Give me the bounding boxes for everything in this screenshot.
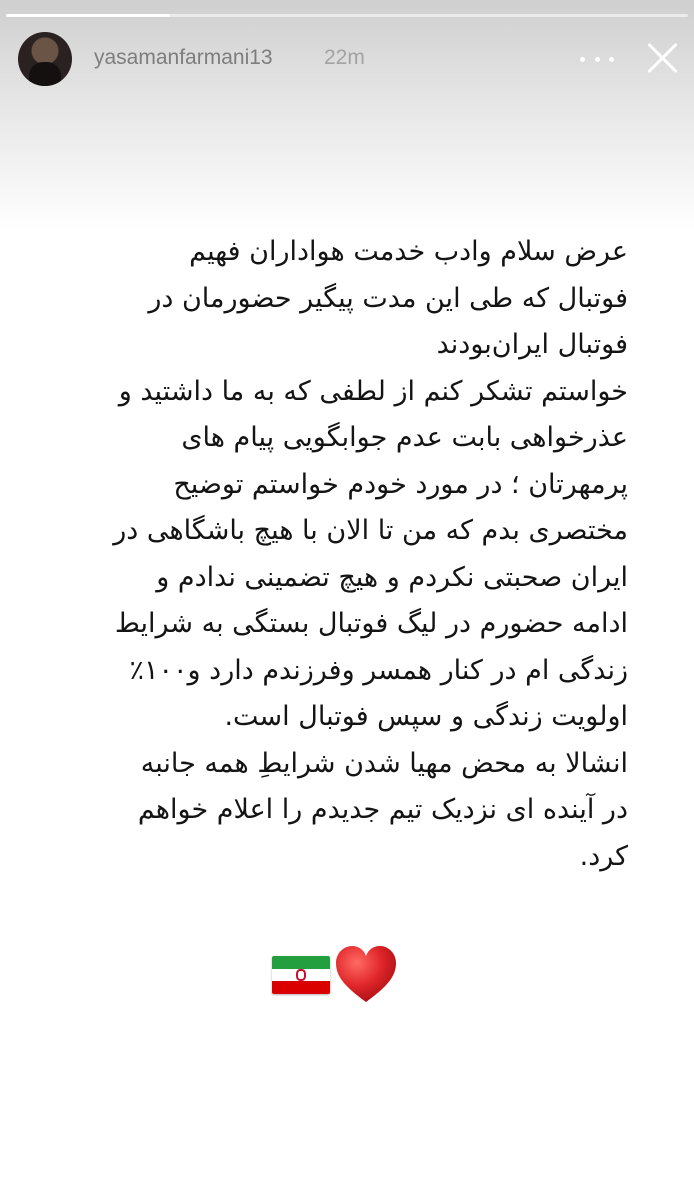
close-icon[interactable]	[644, 40, 680, 76]
flag-band-green	[272, 956, 330, 969]
story-text	[36, 229, 628, 880]
more-options-icon[interactable]	[580, 46, 614, 72]
flag-band-red	[272, 981, 330, 994]
username[interactable]: yasamanfarmani13	[94, 46, 273, 69]
story-progress-bar	[6, 14, 688, 17]
emoji-row	[270, 944, 400, 1010]
message-paragraph-2: خواستم تشکر کنم از لطفی که به ما داشتید و عذرخواهی بابت عدم جوابگویی پیام های پرمهرتان ؛ در مورد خودم خواستم توضیح مختصری بدم که من تا الان با هیچ باشگاهی در ایران صحبتی نکردم و هیچ تضمینی ندادم و ادامه حضورم در لیگ فوتبال بستگی به شرایط زندگی ام در کنار همسر وفرزندم دارد و۱۰۰٪ اولویت زندگی و سپس فوتبال است.	[113, 375, 628, 732]
timestamp: 22m	[324, 46, 365, 69]
avatar[interactable]	[18, 32, 72, 86]
message-paragraph-1: عرض سلام وادب خدمت هواداران فهیم فوتبال که طی این مدت پیگیر حضورمان در فوتبال ایران‌بودند	[148, 236, 628, 360]
story-progress-fill	[6, 14, 170, 17]
flag-emblem	[296, 969, 306, 981]
message-paragraph-3: انشالا به محض مهیا شدن شرایطِ همه جانبه در آینده ای نزدیک تیم جدیدم را اعلام خواهم کرد.	[137, 747, 628, 872]
story-header	[18, 32, 678, 88]
red-heart-icon	[334, 944, 398, 1006]
iran-flag-icon	[272, 956, 330, 994]
